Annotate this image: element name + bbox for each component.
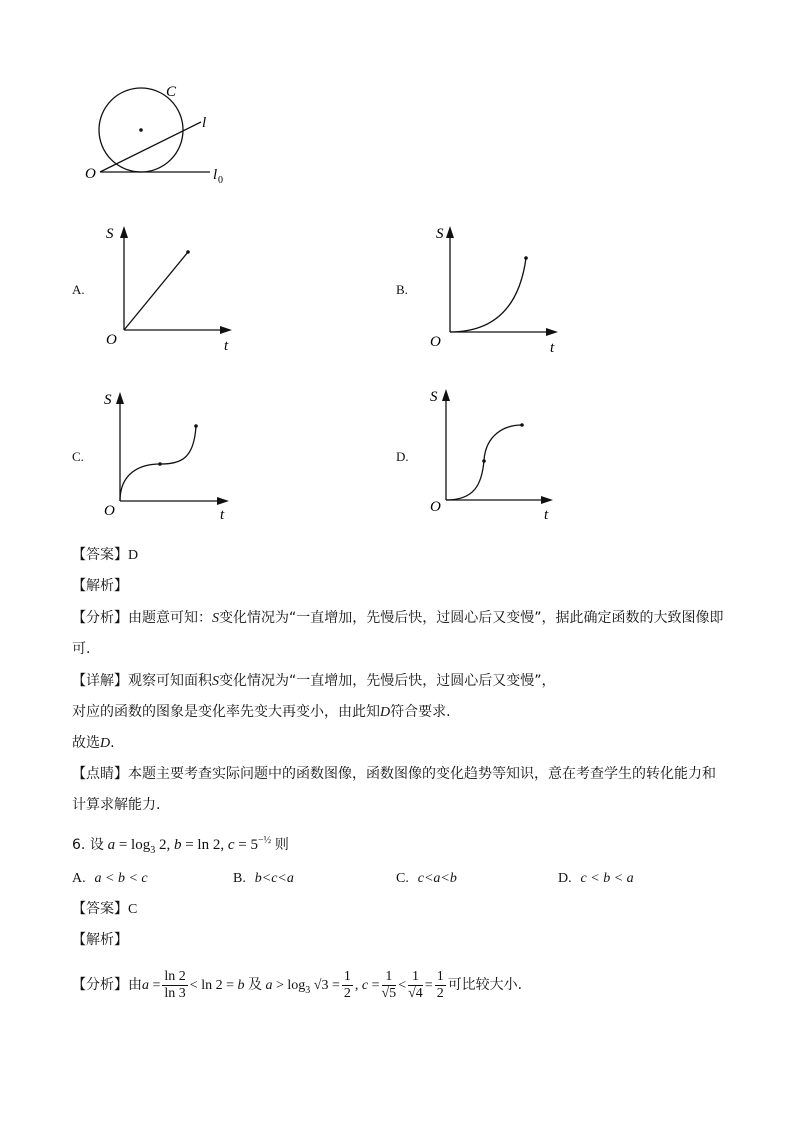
q5-dianjing-cont: 计算求解能力. [72,797,161,813]
svg-text:t: t [544,507,549,520]
q6-choice-a: A. a < b < c [72,871,148,886]
label-l: l [202,115,207,131]
label-l0: l [213,167,218,183]
q6-answer-line: 【答案】C [72,901,138,917]
option-a-label: A. [72,282,85,297]
label-o: O [85,166,96,182]
option-b-label: B. [396,282,408,297]
q6-choice-c: C. c<a<b [396,871,457,886]
q5-dianjing: 【点睛】本题主要考查实际问题中的函数图像，函数图像的变化趋势等知识，意在考查学生的转化能力和 [72,766,716,782]
q6-stem: 6. 设 $a = \log_3 2$, b = ln 2, $c = 5^{-\frac{1}{2}}$ 则 [72,835,289,856]
q6-choice-d: D. c < b < a [558,871,634,886]
q5-xiangjie: 【详解】观察可知面积S变化情况为“一直增加，先慢后快，过圆心后又变慢”， [72,673,556,689]
graph-a-curve [124,252,188,330]
label-c: C [166,84,177,100]
svg-text:O: O [106,332,117,348]
graph-b [426,222,566,357]
q5-fenxi: 【分析】由题意可知：S变化情况为“一直增加，先慢后快，过圆心后又变慢”，据此确定函数的大致图像即 [72,610,724,626]
svg-text:t: t [220,507,225,523]
svg-text:t: t [224,338,229,354]
graph-c [100,388,240,523]
q5-fenxi-cont: 可. [72,641,91,657]
svg-text:S: S [430,389,438,405]
svg-text:S: S [104,392,112,408]
q6-stem-math: $a = \log_3 2$, b = ln 2, $c = 5^{-\frac{1}{2}}$ [107,835,272,856]
graph-d [424,385,564,520]
q6-choice-b: B. b<c<a [233,871,294,886]
q5-xiangjie-line2: 对应的函数的图象是变化率先变大再变小，由此知D符合要求. [72,704,451,720]
svg-text:O: O [430,499,441,515]
graph-c-curve [120,426,196,501]
graph-a [100,222,240,357]
svg-text:O: O [430,334,441,350]
label-l0-sub: 0 [218,175,223,186]
option-c-label: C. [72,449,84,464]
svg-text:S: S [106,226,114,242]
circle-tangent-figure [80,75,250,190]
q6-fenxi: 【分析】由a = $\frac{\ln 2}{\ln 3}$ < ln 2 = b 及 $a > \log_3 √3$ = $\frac{1}{2}$ , c = $\frac{1}{√5}$ < $\frac{1}{√4}$ = $\frac{1}{2}$ 可比较大小. [72,969,523,1002]
graph-b-curve [450,258,526,332]
svg-text:t: t [550,340,555,356]
svg-text:O: O [104,503,115,519]
q5-analysis-heading: 【解析】 [72,578,128,594]
option-d-label: D. [396,449,409,464]
q6-analysis-heading: 【解析】 [72,932,128,948]
q5-choose: 故选D. [72,735,115,751]
svg-text:S: S [436,226,444,242]
q6-fenxi-math: a = $\frac{\ln 2}{\ln 3}$ < ln 2 = b 及 $a > \log_3 √3$ = $\frac{1}{2}$ , c = $\frac{1}{√5}$ < $\frac{1}{√4}$ = $\frac{1}{2}$ [142,969,444,1002]
line-l [100,122,201,172]
q5-answer-line: 【答案】D [72,547,139,563]
circle-center-dot [139,128,143,132]
